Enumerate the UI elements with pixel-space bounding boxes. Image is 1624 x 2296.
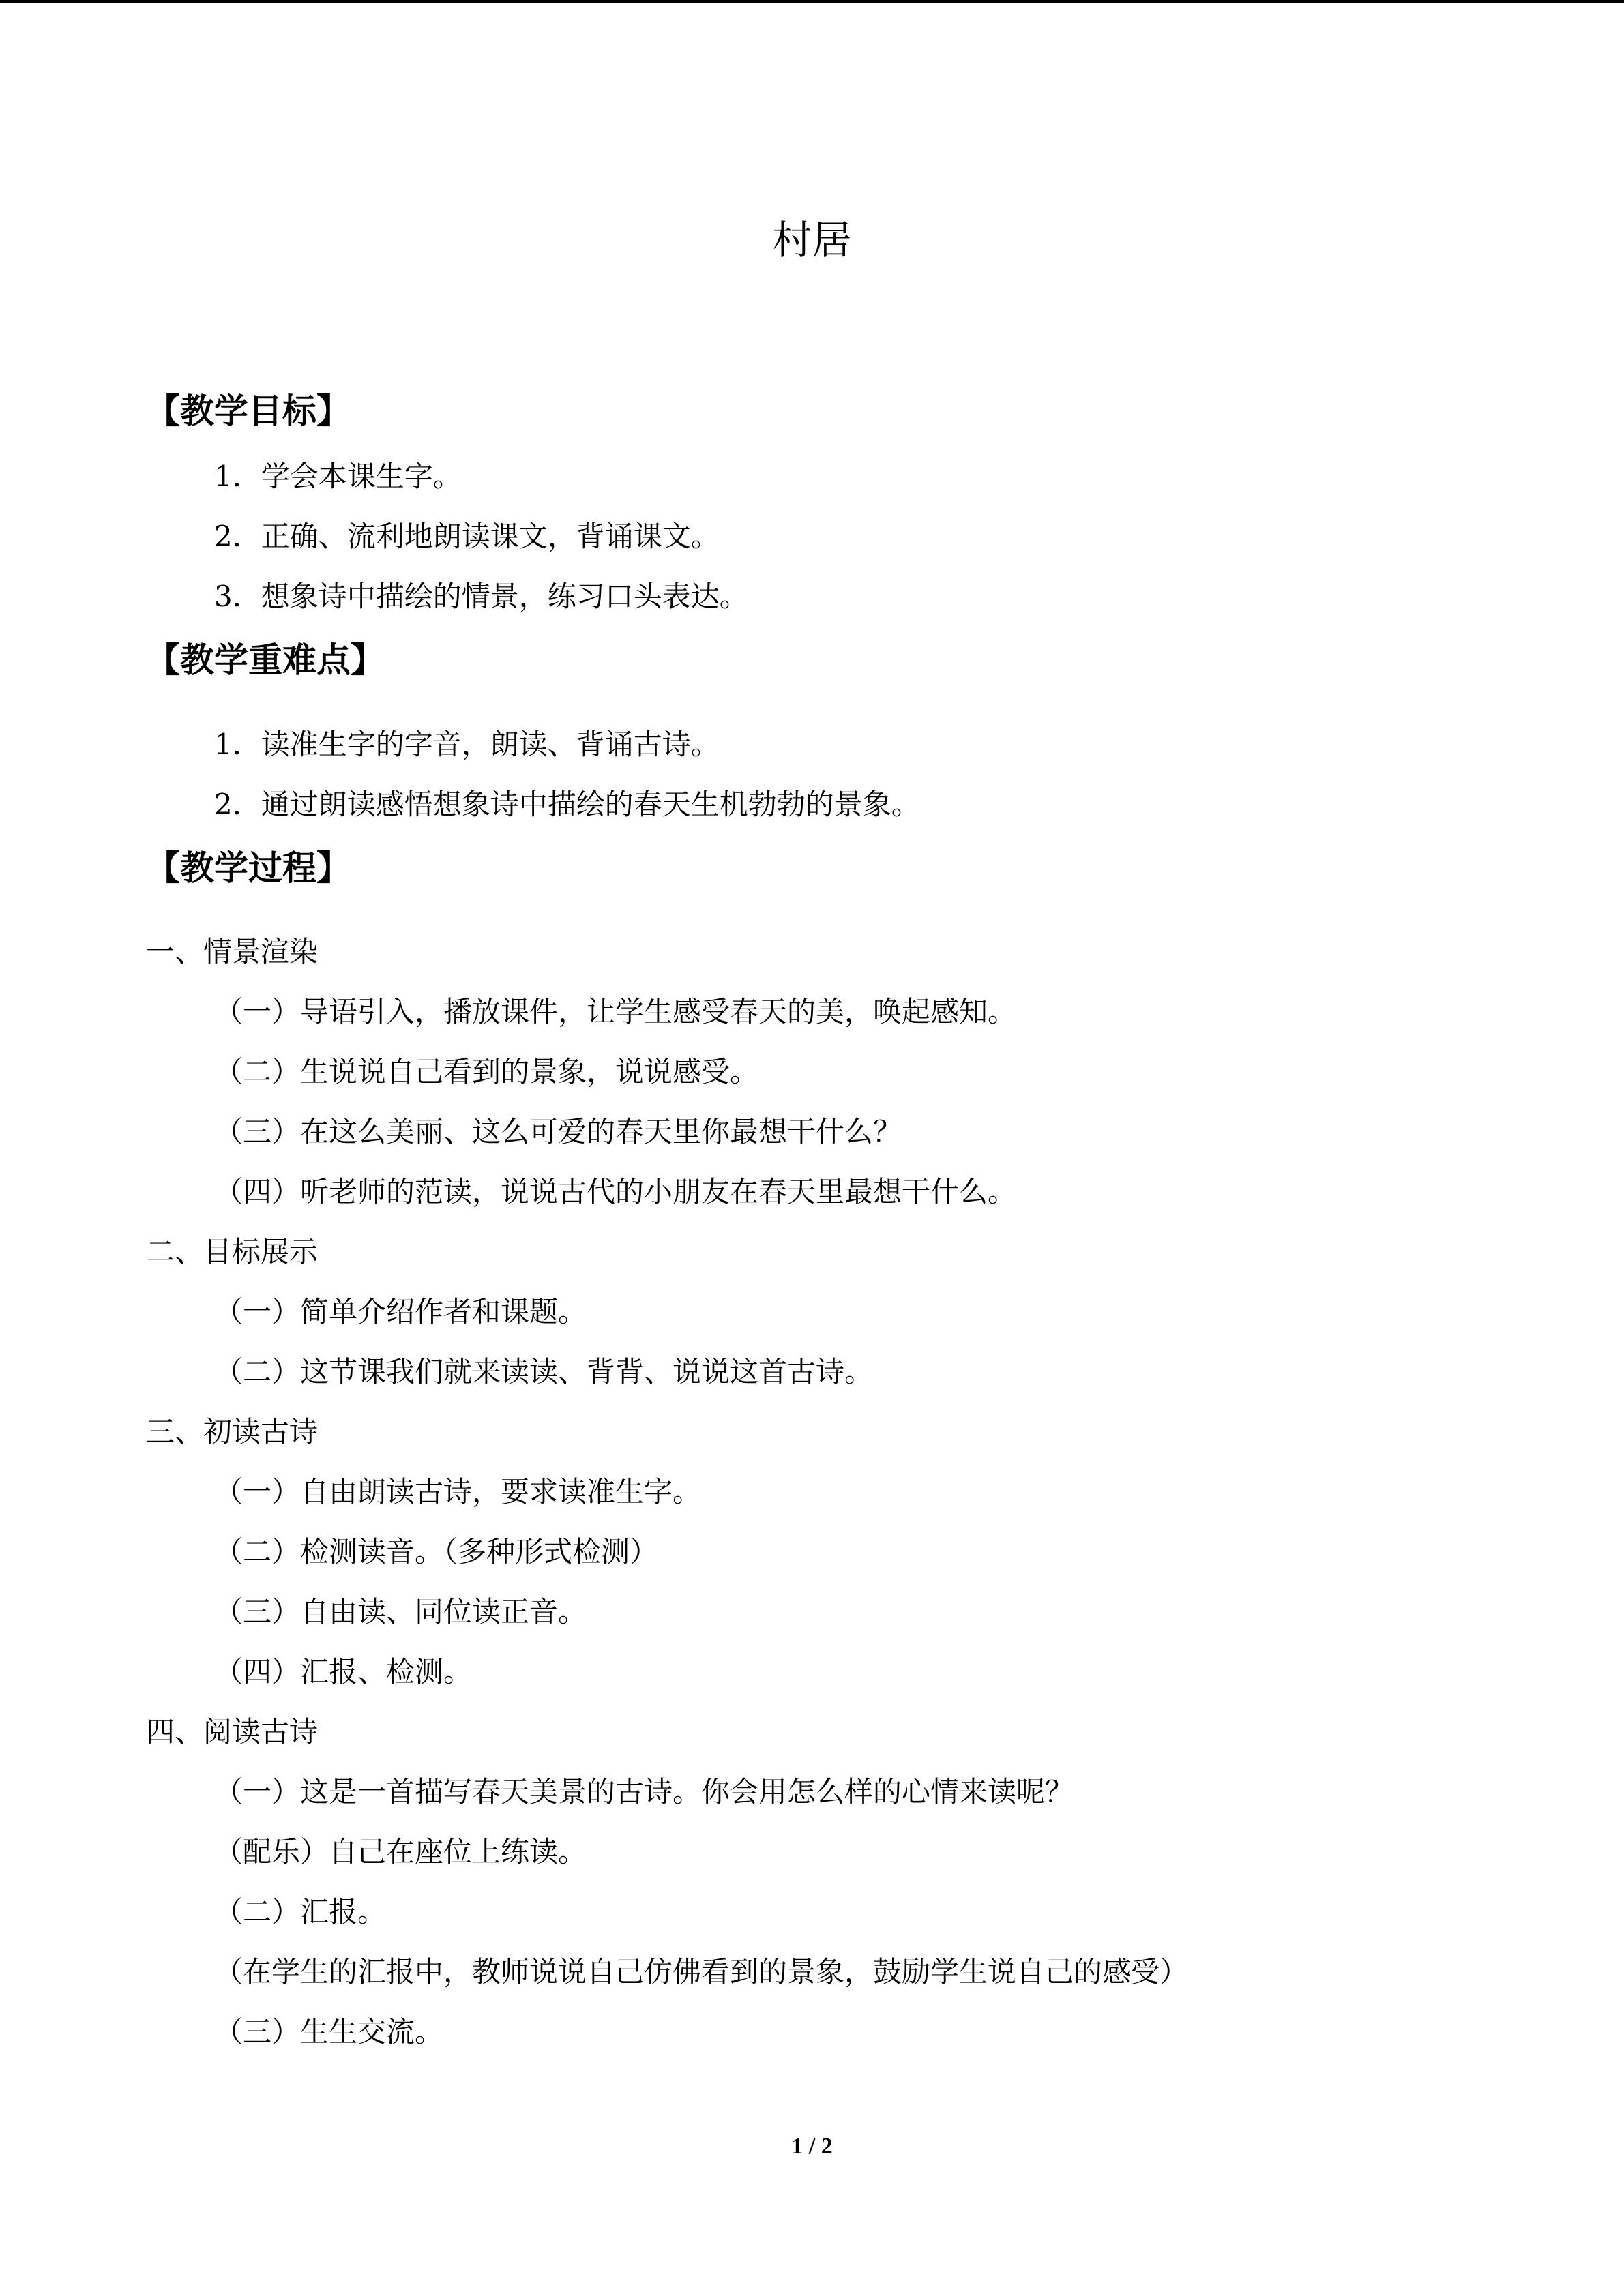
process-line: （二）生说说自己看到的景象，说说感受。 (214, 1055, 759, 1088)
process-line: （在学生的汇报中，教师说说自己仿佛看到的景象，鼓励学生说自己的感受） (214, 1955, 1189, 1988)
process-line: （二）汇报。 (214, 1895, 387, 1928)
process-line: （四）汇报、检测。 (214, 1655, 473, 1688)
process-line: （一）这是一首描写春天美景的古诗。你会用怎么样的心情来读呢？ (214, 1775, 1074, 1808)
process-part-title: 二、目标展示 (146, 1235, 319, 1268)
process-line: （三）生生交流。 (214, 2015, 444, 2048)
page-number: 1 / 2 (791, 2134, 833, 2159)
goal-item: 1．学会本课生字。 (214, 460, 462, 493)
process-part-title: 三、初读古诗 (146, 1415, 319, 1448)
page-title: 村居 (772, 217, 852, 263)
process-line: （二）检测读音。（多种形式检测） (214, 1535, 659, 1568)
process-line: （四）听老师的范读，说说古代的小朋友在春天里最想干什么。 (214, 1175, 1017, 1208)
section-heading-process: 【教学过程】 (146, 848, 351, 888)
process-line: （三）自由读、同位读正音。 (214, 1595, 587, 1628)
process-line: （二）这节课我们就来读读、背背、说说这首古诗。 (214, 1355, 874, 1388)
key-point-item: 1．读准生字的字音，朗读、背诵古诗。 (214, 728, 720, 761)
process-line: （一）导语引入，播放课件，让学生感受春天的美，唤起感知。 (214, 995, 1017, 1028)
process-line: （三）在这么美丽、这么可爱的春天里你最想干什么？ (214, 1115, 902, 1148)
section-heading-key-points: 【教学重难点】 (146, 640, 385, 680)
process-line: （配乐）自己在座位上练读。 (214, 1835, 587, 1868)
process-part-title: 一、情景渲染 (146, 935, 319, 968)
goal-item: 3．想象诗中描绘的情景，练习口头表达。 (214, 580, 748, 613)
goal-item: 2．正确、流利地朗读课文，背诵课文。 (214, 520, 720, 553)
section-heading-goals: 【教学目标】 (146, 391, 351, 431)
top-border-line (0, 0, 1624, 3)
process-part-title: 四、阅读古诗 (146, 1715, 319, 1748)
process-line: （一）自由朗读古诗，要求读准生字。 (214, 1475, 702, 1508)
key-point-item: 2．通过朗读感悟想象诗中描绘的春天生机勃勃的景象。 (214, 788, 920, 821)
process-line: （一）简单介绍作者和课题。 (214, 1295, 587, 1328)
